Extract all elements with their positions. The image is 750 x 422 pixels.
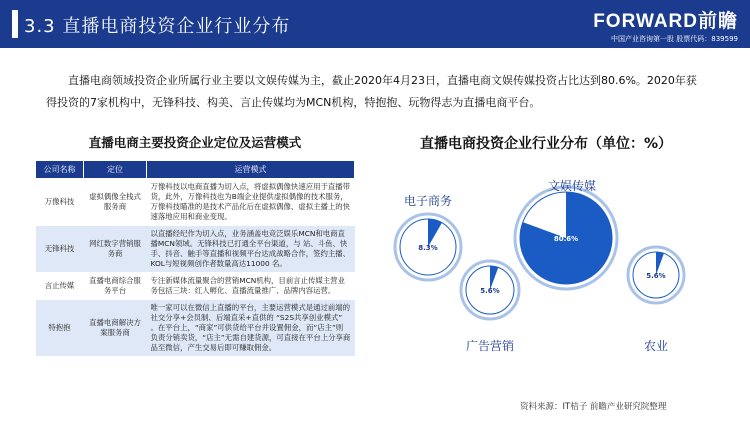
cell-company: 万像科技 (36, 179, 84, 226)
forward-logo (593, 6, 738, 44)
cell-mode: 专注新媒体流量聚合的营销MCN机构，目前言止传媒主营业务包括三块：红人孵化、直播流量推广、品牌内容运营。 (147, 273, 355, 300)
table-title: 直播电商主要投资企业定位及运营模式 (88, 135, 302, 150)
company-table (35, 160, 355, 357)
pie-value-label: 5.6% (646, 272, 666, 280)
table-row (36, 179, 355, 226)
cell-mode: 唯一家可以在微信上直播的平台，主要运营模式是通过前端的社交分享+会员制、后端直采+直供的 “S2S共享创业模式” 。在平台上，“商家”可供货给平台并设置佣金，而“店主”则负责分销卖货，“店主”无需自建货源，可直接在平台上分享商品至微信，产生交易后即可赚取佣金。 (147, 300, 355, 357)
header-bar (0, 0, 750, 48)
logo-subtitle: 中国产业咨询第一股 股票代码：839599 (611, 35, 738, 43)
pie-value-label: 80.6% (553, 235, 579, 243)
source-note: 资料来源：IT桔子 前瞻产业研究院整理 (520, 402, 667, 412)
header-mode: 运营模式 (147, 161, 355, 179)
cell-mode: 万像科技以电商直播为切入点，将虚拟偶像快速应用于直播带货，此外，万像科技也为B端企业提供虚拟偶像的技术服务，万像科技瞄准的是技术产品化后在虚拟偶像、虚拟主播上的快速落地应用和商业变现。 (147, 179, 355, 226)
intro-paragraph: 直播电商领域投资企业所属行业主要以文娱传媒为主，截止2020年4月23日，直播电商文娱传媒投资占比达到80.6%。2020年获得投资的7家机构中，无锋科技、构美、言止传媒均为MCN机构，特抱抱、玩物得志为直播电商平台。 (46, 74, 697, 109)
pie-category-label: 广告营销 (465, 339, 515, 353)
cell-position: 直播电商综合服务平台 (84, 273, 147, 300)
cell-company: 言止传媒 (36, 273, 84, 300)
table-row (36, 226, 355, 273)
pie-value-label: 5.6% (480, 287, 500, 295)
cell-company: 无锋科技 (36, 226, 84, 273)
table-row (36, 273, 355, 300)
cell-position: 网红数字营销服务商 (84, 226, 147, 273)
table-header-row (36, 161, 355, 179)
pie-group-3 (628, 247, 684, 353)
pie-group-2 (461, 261, 519, 353)
pie-group-0 (395, 193, 461, 280)
cell-mode: 以直播经纪作为切入点，业务涵盖电竞泛娱乐MCN和电商直播MCN领域。无锋科技已打通全平台渠道，与 站、斗鱼、快手、抖音、触手等直播和视频平台达成战略合作，签约主播、KOL与短视频创作者数量高达11000 名。 (147, 226, 355, 273)
pie-category-label: 电子商务 (403, 194, 453, 208)
header-position: 定位 (84, 161, 147, 179)
pie-category-label: 农业 (643, 339, 669, 353)
pie-group-1 (515, 178, 617, 289)
industry-distribution-chart (380, 150, 720, 380)
pie-category-label: 文娱传媒 (547, 179, 597, 193)
pie-value-label: 8.3% (418, 244, 438, 252)
logo-brand: FORWARD前瞻 (593, 11, 738, 32)
chart-title: 直播电商投资企业行业分布（单位：%） (420, 136, 673, 152)
cell-company: 特抱抱 (36, 300, 84, 357)
title-accent-bar (12, 10, 18, 38)
cell-position: 直播电商解决方案服务商 (84, 300, 147, 357)
table-row (36, 300, 355, 357)
cell-position: 虚拟偶像全栈式服务商 (84, 179, 147, 226)
page-title: 3.3 直播电商投资企业行业分布 (24, 16, 291, 37)
header-company: 公司名称 (36, 161, 84, 179)
